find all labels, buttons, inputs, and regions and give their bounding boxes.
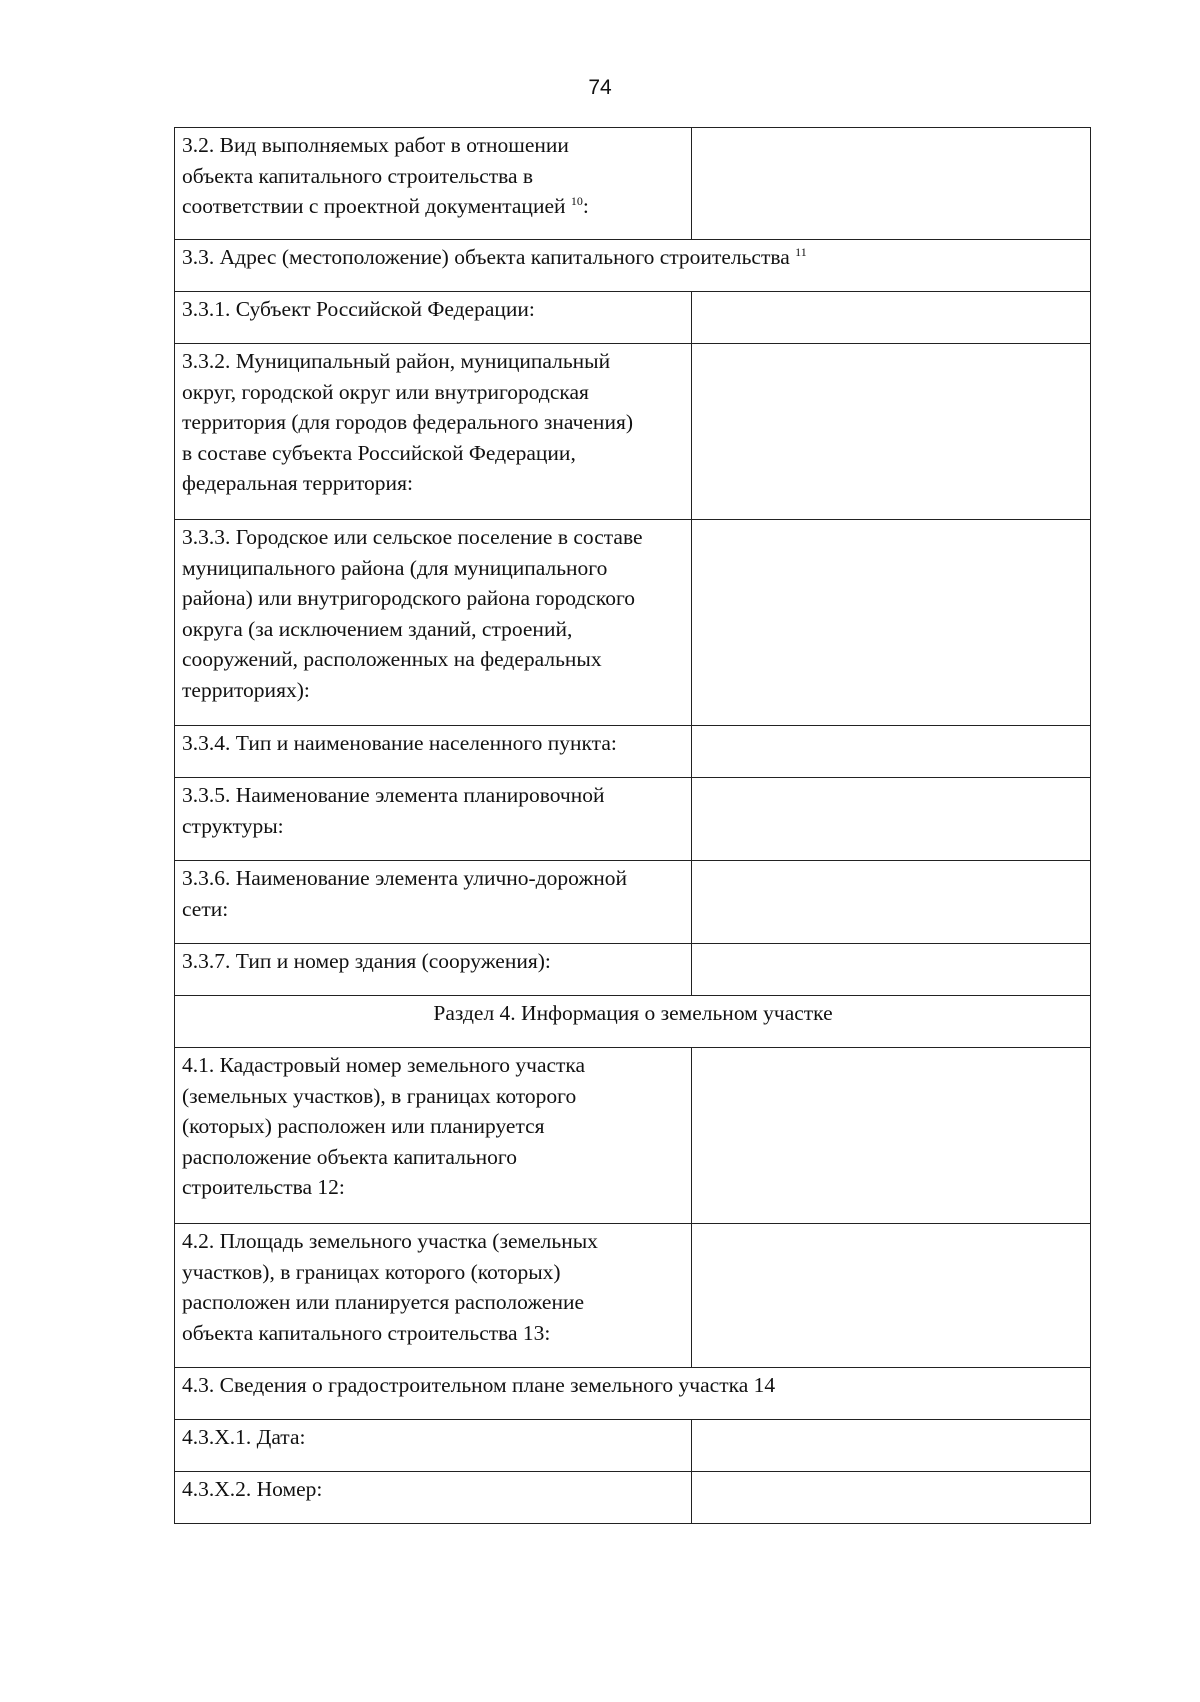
label-cell: 3.2. Вид выполняемых работ в отношении объекта капитального строительства в соответствии с проектной документацией $^{10}$: (175, 128, 692, 240)
full-row-cell: 4.3. Сведения о градостроительном плане земельного участка 14 (175, 1368, 1091, 1420)
row-4-1 (175, 1048, 1091, 1224)
value-cell[interactable] (692, 1224, 1091, 1368)
full-row-cell: 3.3. Адрес (местоположение) объекта капитального строительства $^{11}$ (175, 240, 1091, 292)
footnote-ref: 10 (570, 193, 583, 208)
row-4-3-x-2 (175, 1472, 1091, 1524)
row-3-3-1 (175, 292, 1091, 344)
value-cell[interactable] (692, 292, 1091, 344)
label-cell: 4.1. Кадастровый номер земельного участка (земельных участков), в границах которого (которых) расположен или планируется расположение объекта капитального строительства 12: (175, 1048, 692, 1224)
value-cell[interactable] (692, 128, 1091, 240)
value-cell[interactable] (692, 861, 1091, 944)
row-3-3-4 (175, 726, 1091, 778)
label-cell: 4.2. Площадь земельного участка (земельных участков), в границах которого (которых) расположен или планируется расположение объекта капитального строительства 13: (175, 1224, 692, 1368)
section-4-header (175, 996, 1091, 1048)
value-cell[interactable] (692, 726, 1091, 778)
label-cell: 3.3.1. Субъект Российской Федерации: (175, 292, 692, 344)
label-cell: 4.3.X.1. Дата: (175, 1420, 692, 1472)
footnote-ref: 11 (795, 244, 807, 259)
row-3-3-6 (175, 861, 1091, 944)
value-cell[interactable] (692, 1472, 1091, 1524)
row-3-2 (175, 128, 1091, 240)
label-cell: 3.3.6. Наименование элемента улично-дорожной сети: (175, 861, 692, 944)
value-cell[interactable] (692, 944, 1091, 996)
value-cell[interactable] (692, 1420, 1091, 1472)
value-cell[interactable] (692, 778, 1091, 861)
label-cell: 4.3.X.2. Номер: (175, 1472, 692, 1524)
value-cell[interactable] (692, 1048, 1091, 1224)
form-table (174, 127, 1091, 1524)
row-4-2 (175, 1224, 1091, 1368)
label-cell: 3.3.3. Городское или сельское поселение в составе муниципального района (для муниципального района) или внутригородского района городского округа (за исключением зданий, строений, сооружений, расположенных на федеральных территориях): (175, 520, 692, 726)
page-number: 74 (588, 76, 612, 99)
label-cell: 3.3.5. Наименование элемента планировочной структуры: (175, 778, 692, 861)
section-title: Раздел 4. Информация о земельном участке (175, 996, 1091, 1048)
row-3-3-2 (175, 344, 1091, 520)
row-3-3-5 (175, 778, 1091, 861)
row-3-3 (175, 240, 1091, 292)
label-cell: 3.3.2. Муниципальный район, муниципальный округ, городской округ или внутригородская территория (для городов федерального значения) в составе субъекта Российской Федерации, федеральная территория: (175, 344, 692, 520)
row-3-3-3 (175, 520, 1091, 726)
row-3-3-7 (175, 944, 1091, 996)
row-4-3 (175, 1368, 1091, 1420)
label-cell: 3.3.7. Тип и номер здания (сооружения): (175, 944, 692, 996)
label-cell: 3.3.4. Тип и наименование населенного пункта: (175, 726, 692, 778)
value-cell[interactable] (692, 344, 1091, 520)
value-cell[interactable] (692, 520, 1091, 726)
row-4-3-x-1 (175, 1420, 1091, 1472)
